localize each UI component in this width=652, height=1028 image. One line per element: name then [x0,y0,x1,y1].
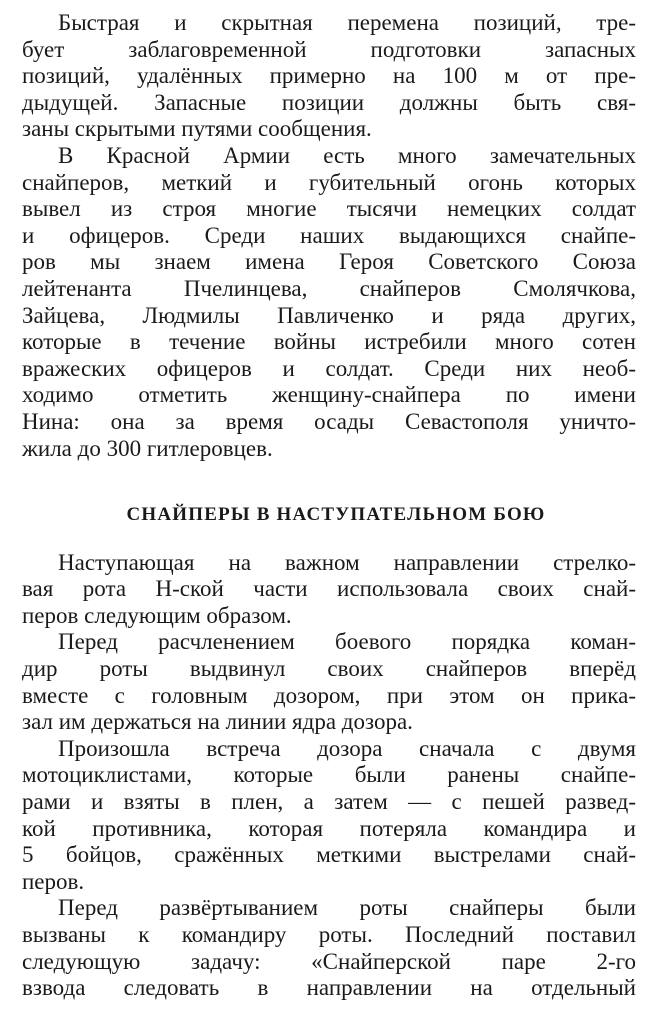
text-line: рами и взяты в плен, а затем — с пешей развед- [22,789,636,815]
text-line: следующую задачу: «Снайперской паре 2-го [22,948,636,974]
text-block-bottom [22,550,636,1002]
paragraph [22,10,636,143]
paragraph [22,550,636,630]
text-line: Зайцева, Людмилы Павличенко и ряда других, [22,302,636,328]
paragraph [22,143,636,462]
text-line: вместе с головным дозором, при этом он прика- [22,682,636,708]
text-line: позиций, удалённых примерно на 100 м от пре- [22,63,636,89]
text-line: вызваны к командиру роты. Последний поставил [22,922,636,947]
text-line: Перед развёртыванием роты снайперы были [58,895,636,921]
text-line: 5 бойцов, сражённых меткими выстрелами снай- [22,842,636,868]
text-line: кой противника, которая потеряла командира и [22,815,636,841]
text-block-top [22,10,636,462]
text-line: заны скрытыми путями сообщения. [22,116,372,142]
text-line: ходимо отметить женщину-снайпера по имени [22,382,636,408]
text-line: вая рота Н-ской части использовала своих снай- [22,576,636,602]
text-line: ров мы знаем имена Героя Советского Союза [22,249,636,275]
text-line: Перед расчленением боевого порядка коман- [58,629,636,655]
text-line: вражеских офицеров и солдат. Среди них необ- [22,355,636,381]
paragraph [22,736,636,896]
text-line: зал им держаться на линии ядра дозора. [22,709,413,735]
text-line: лейтенанта Пчелинцева, снайперов Смолячкова, [22,275,636,301]
text-line: перов. [22,868,85,894]
text-line: снайперов, меткий и губительный огонь которых [22,169,636,195]
section-heading: СНАЙПЕРЫ В НАСТУПАТЕЛЬНОМ БОЮ [126,504,546,526]
text-line: Произошла встреча дозора сначала с двумя [58,735,636,761]
paragraph [22,629,636,735]
text-line: Нина: она за время осады Севастополя уничто- [22,408,636,434]
text-line: Быстрая и скрытная перемена позиций, тре- [58,10,636,35]
text-line: которые в течение войны истребили много сотен [22,329,636,355]
paragraph [22,895,636,1001]
text-line: бует заблаговременной подготовки запасных [22,36,636,62]
text-line: мотоциклистами, которые были ранены снайпе- [22,762,636,788]
text-line: дир роты выдвинул своих снайперов вперёд [22,656,636,682]
text-line: В Красной Армии есть много замечательных [58,142,636,168]
text-line: взвода следовать в направлении на отдельный [22,975,636,1001]
document-page [22,10,636,1002]
text-line: дыдущей. Запасные позиции должны быть свя- [22,89,636,115]
text-line: вывел из строя многие тысячи немецких солдат [22,196,636,222]
text-line: и офицеров. Среди наших выдающихся снайпе- [22,222,636,248]
text-line: жила до 300 гитлеровцев. [22,435,273,461]
text-line: Наступающая на важном направлении стрелко- [58,549,636,575]
text-line: перов следующим образом. [22,602,292,628]
